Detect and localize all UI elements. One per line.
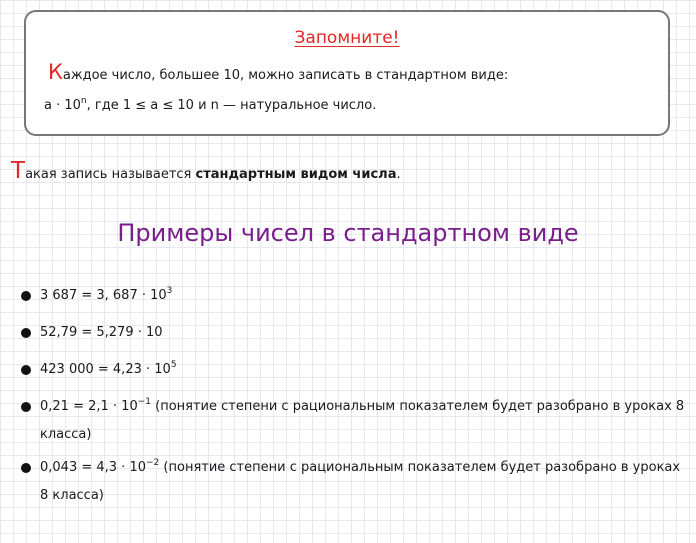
example-base: 423 000 = 4,23 · 10 — [40, 362, 171, 377]
list-item — [18, 319, 688, 356]
examples-heading: Примеры чисел в стандартном виде — [117, 219, 579, 247]
list-item — [18, 393, 688, 454]
examples-list — [18, 282, 688, 515]
example-note: (понятие степени с рациональным показателем будет разобрано в уроках 8 класса) — [40, 460, 681, 503]
rule-text: аждое число, большее 10, можно записать в стандартном виде: — [62, 68, 509, 83]
remember-box — [24, 10, 670, 136]
formula-base: a · 10 — [44, 98, 81, 113]
example-exponent: 5 — [170, 360, 177, 370]
bullet-icon — [21, 463, 31, 473]
example-base: 0,21 = 2,1 · 10 — [40, 399, 138, 414]
definition-drop-cap: Т — [11, 158, 26, 184]
rule-drop-cap: К — [48, 60, 63, 84]
standard-form-formula — [44, 98, 376, 113]
example-exponent: −2 — [146, 458, 160, 468]
example-note: (понятие степени с рациональным показателем будет разобрано в уроках 8 класса) — [40, 399, 685, 442]
list-item — [18, 282, 688, 319]
list-item — [18, 356, 688, 393]
list-item — [18, 454, 688, 515]
definition-term: стандартным видом числа — [195, 167, 397, 182]
rule-statement — [48, 62, 508, 83]
example-exponent: −1 — [137, 397, 151, 407]
bullet-icon — [21, 365, 31, 375]
formula-exponent: n — [80, 96, 87, 106]
definition-line — [11, 160, 401, 183]
remember-title: Запомните! — [294, 28, 400, 48]
definition-text: акая запись называется — [25, 167, 196, 182]
bullet-icon — [21, 402, 31, 412]
bullet-icon — [21, 291, 31, 301]
bullet-icon — [21, 328, 31, 338]
example-base: 52,79 = 5,279 · 10 — [40, 325, 163, 340]
example-base: 3 687 = 3, 687 · 10 — [40, 288, 167, 303]
definition-period: . — [396, 167, 401, 182]
formula-condition: , где 1 ≤ a ≤ 10 и n — натуральное число. — [86, 98, 377, 113]
example-exponent: 3 — [166, 286, 173, 296]
example-base: 0,043 = 4,3 · 10 — [40, 460, 146, 475]
